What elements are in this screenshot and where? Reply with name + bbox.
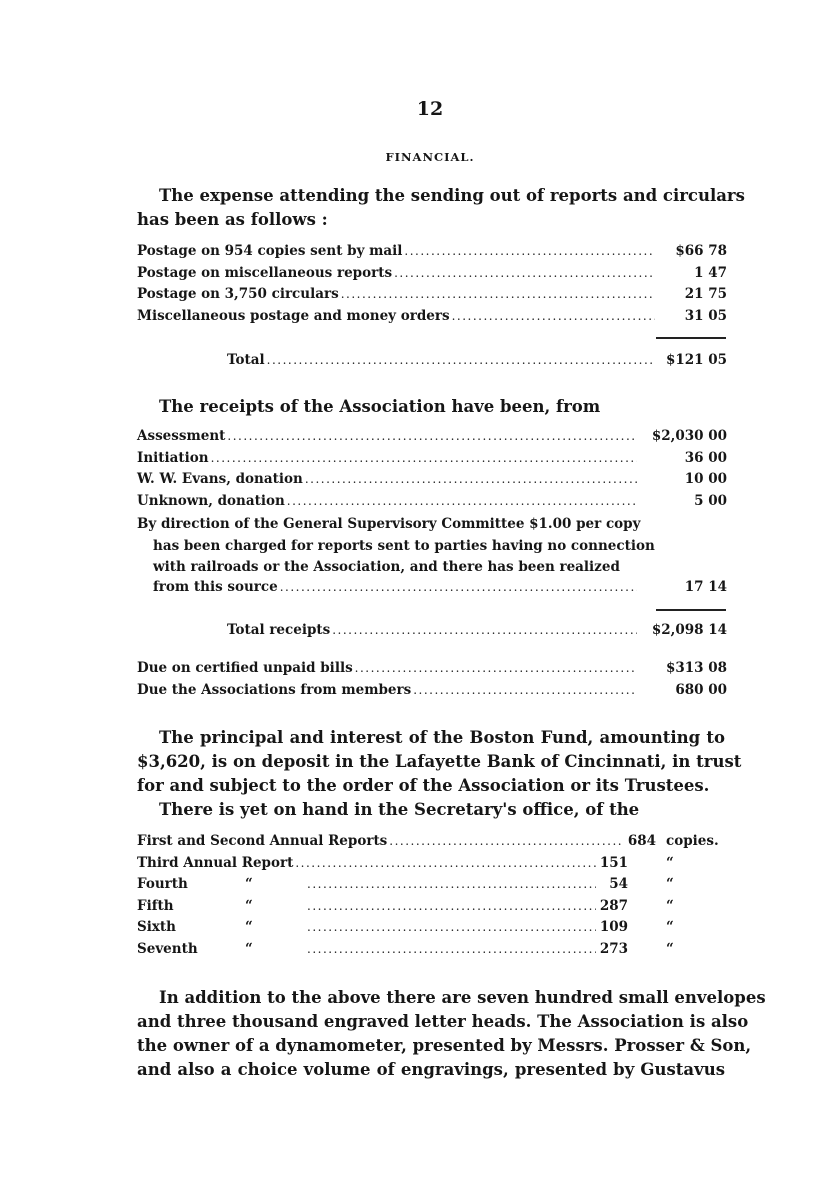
inventory-unit: copies. <box>666 833 719 849</box>
receipts-intro <box>137 395 725 419</box>
leader-dots <box>280 580 637 594</box>
ledger-row <box>137 493 727 515</box>
inventory-unit: “ <box>666 854 674 871</box>
paragraph-line: for and subject to the order of the Association or its Trustees. <box>137 776 710 795</box>
inventory-label: Fifth <box>137 897 174 914</box>
inventory-unit: “ <box>666 876 674 892</box>
leader-dots <box>341 287 655 301</box>
leader-dots <box>332 623 637 637</box>
inventory-label: Sixth <box>137 919 176 935</box>
ledger-label: Due the Associations from members <box>137 681 412 698</box>
page-number: 12 <box>416 98 444 120</box>
by-direction-entry <box>137 514 727 579</box>
expense-total <box>137 352 727 374</box>
inventory-row <box>137 833 732 855</box>
leader-dots <box>227 429 637 443</box>
ledger-row <box>137 579 727 601</box>
closing-paragraph <box>137 986 766 1082</box>
inventory-unit: “ <box>666 919 674 935</box>
inventory-row <box>137 919 732 941</box>
ledger-amount: $2,030 00 <box>651 428 727 444</box>
ledger-amount: 36 00 <box>684 449 727 466</box>
ledger-amount: 31 05 <box>684 307 727 324</box>
ledger-amount: 1 47 <box>694 264 727 281</box>
leader-dots <box>295 856 596 870</box>
inventory-row <box>137 876 732 898</box>
ledger-row <box>137 265 727 287</box>
inventory-ditto: “ <box>245 919 253 935</box>
paragraph-line: the owner of a dynamometer, presented by Messrs. Prosser & Son, <box>137 1036 752 1055</box>
inventory-ditto: “ <box>245 940 253 957</box>
ledger-row <box>137 471 727 493</box>
expense-intro <box>137 184 745 232</box>
ledger-row <box>137 308 727 330</box>
ledger-label: Initiation <box>137 449 209 466</box>
ledger-label: from this source <box>153 578 278 595</box>
ledger-amount: 5 00 <box>694 492 727 509</box>
total-amount: $2,098 14 <box>651 622 727 638</box>
inventory-count: 54 <box>609 876 628 892</box>
ledger-row <box>137 450 727 472</box>
entry-line: with railroads or the Association, and there has been realized <box>153 559 620 575</box>
expense-intro-line: has been as follows : <box>137 210 328 229</box>
inventory-list <box>137 833 732 962</box>
ledger-label: Miscellaneous postage and money orders <box>137 307 450 324</box>
boston-fund-paragraph <box>137 726 742 822</box>
inventory-count: 273 <box>599 940 628 957</box>
ledger-row <box>137 286 727 308</box>
receipts-ledger <box>137 428 727 600</box>
ledger-row <box>137 243 727 265</box>
ledger-label: Assessment <box>137 428 226 444</box>
paragraph-line: and three thousand engraved letter heads. The Association is also <box>137 1012 749 1031</box>
ledger-amount: $313 08 <box>665 660 727 676</box>
ledger-total-row <box>137 352 727 374</box>
leader-dots <box>307 920 596 934</box>
leader-dots <box>355 661 637 675</box>
leader-dots <box>389 834 624 848</box>
inventory-ditto: “ <box>245 897 253 914</box>
inventory-ditto: “ <box>245 876 253 892</box>
leader-dots <box>287 494 637 508</box>
receipts-total <box>137 622 727 644</box>
leader-dots <box>307 899 596 913</box>
ledger-label: Postage on 954 copies sent by mail <box>137 243 403 259</box>
ledger-total-row <box>137 622 727 644</box>
paragraph-line: and also a choice volume of engravings, presented by Gustavus <box>137 1060 725 1079</box>
leader-dots <box>305 472 637 486</box>
inventory-row <box>137 898 732 920</box>
inventory-label: Fourth <box>137 876 188 892</box>
section-heading: FINANCIAL. <box>385 150 475 164</box>
total-amount: $121 05 <box>665 352 727 368</box>
entry-line: has been charged for reports sent to parties having no connection <box>153 537 655 554</box>
paragraph-line: In addition to the above there are seven hundred small envelopes <box>159 988 766 1007</box>
ledger-row <box>137 660 727 682</box>
leader-dots <box>307 942 596 956</box>
ledger-amount: 10 00 <box>684 471 727 487</box>
inventory-count: 684 <box>627 833 656 849</box>
ledger-label: Unknown, donation <box>137 492 285 509</box>
ledger-amount: 21 75 <box>684 286 727 302</box>
ledger-row <box>137 682 727 704</box>
leader-dots <box>452 309 655 323</box>
ledger-amount: $66 78 <box>675 243 727 259</box>
paragraph-line: The principal and interest of the Boston Fund, amounting to <box>159 728 725 747</box>
leader-dots <box>394 266 655 280</box>
leader-dots <box>211 451 637 465</box>
ledger-amount: 680 00 <box>675 681 727 698</box>
entry-line: By direction of the General Supervisory Committee $1.00 per copy <box>137 516 641 532</box>
paragraph-line: $3,620, is on deposit in the Lafayette Bank of Cincinnati, in trust <box>137 752 742 771</box>
dues-ledger <box>137 660 727 703</box>
sum-rule <box>656 337 726 339</box>
inventory-label: Seventh <box>137 940 198 957</box>
inventory-row <box>137 941 732 963</box>
inventory-count: 151 <box>599 854 628 871</box>
leader-dots <box>267 353 655 367</box>
inventory-label: First and Second Annual Reports <box>137 833 388 849</box>
total-label: Total <box>227 352 265 368</box>
inventory-intro: There is yet on hand in the Secretary's office, of the <box>159 800 640 819</box>
ledger-label: Postage on miscellaneous reports <box>137 264 393 281</box>
ledger-label: Due on certified unpaid bills <box>137 660 353 676</box>
inventory-count: 109 <box>599 919 628 935</box>
inventory-unit: “ <box>666 897 674 914</box>
total-label: Total receipts <box>227 622 331 638</box>
expense-ledger <box>137 243 727 329</box>
inventory-label: Third Annual Report <box>137 854 294 871</box>
inventory-unit: “ <box>666 940 674 957</box>
inventory-count: 287 <box>599 897 628 914</box>
inventory-row <box>137 855 732 877</box>
receipts-intro-line: The receipts of the Association have been, from <box>159 397 601 416</box>
expense-intro-line: The expense attending the sending out of reports and circulars <box>159 186 745 205</box>
leader-dots <box>404 244 655 258</box>
ledger-row <box>137 428 727 450</box>
ledger-label: W. W. Evans, donation <box>137 471 303 487</box>
leader-dots <box>307 877 596 891</box>
ledger-amount: 17 14 <box>684 578 727 595</box>
leader-dots <box>413 683 637 697</box>
ledger-label: Postage on 3,750 circulars <box>137 286 339 302</box>
sum-rule <box>656 609 726 611</box>
